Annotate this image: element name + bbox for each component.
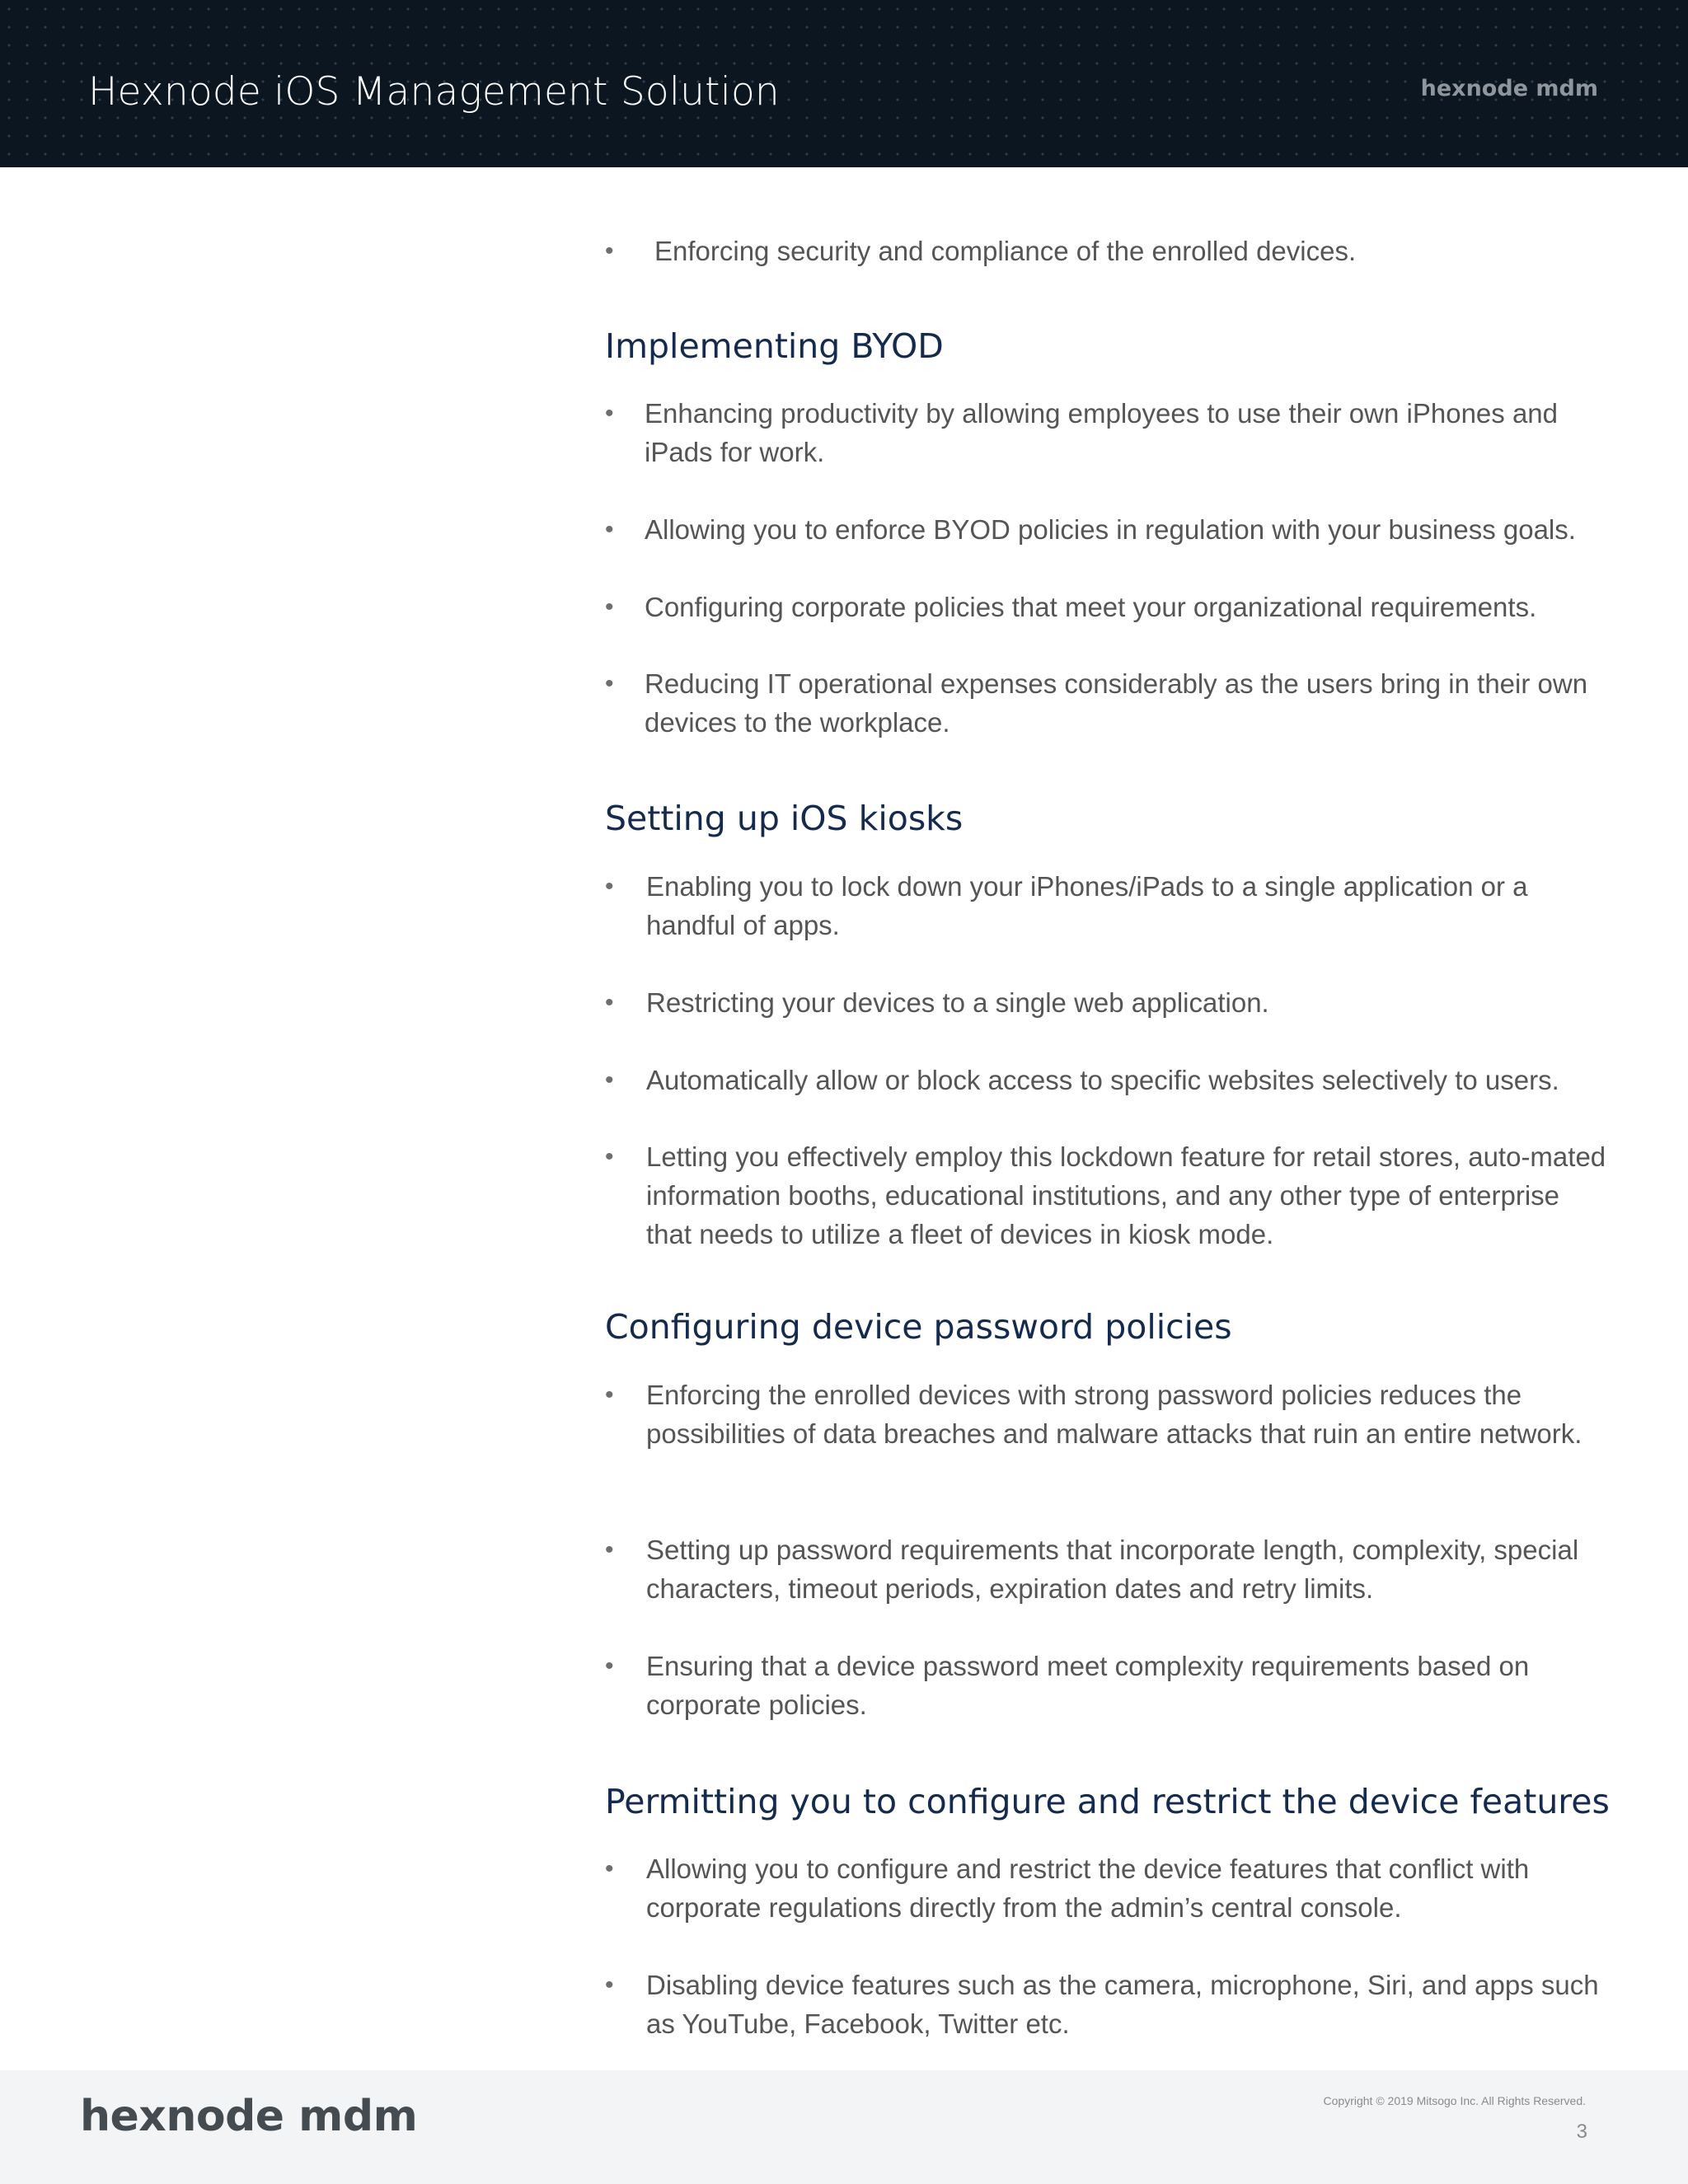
list-item-text: Enforcing security and compliance of the enrolled devices. <box>654 236 1357 266</box>
list-item-text: Reducing IT operational expenses considerably as the users bring in their own devices to the workplace. <box>645 668 1588 738</box>
bullet-icon: • <box>605 516 614 543</box>
page-number: 3 <box>1576 2121 1587 2143</box>
header-brand-logo: hexnode mdm <box>1420 76 1598 101</box>
list-item <box>605 588 1611 626</box>
page-header <box>0 0 1688 167</box>
list-item <box>605 394 1611 471</box>
list-item-text: Letting you effectively employ this lockdown feature for retail stores, auto-mated information booths, educational institutions, and any other type of enterprise that needs to utilize a fleet of devices in kiosk mode. <box>646 1141 1606 1249</box>
list-item <box>605 1137 1611 1254</box>
bullet-icon: • <box>605 1066 614 1094</box>
section-heading: Permitting you to configure and restrict the device features <box>605 1782 1610 1821</box>
list-item-text: Restricting your devices to a single web application. <box>646 987 1269 1018</box>
bullet-icon: • <box>605 400 614 427</box>
list-item <box>605 1849 1611 1927</box>
list-item-text: Enhancing productivity by allowing employees to use their own iPhones and iPads for work. <box>645 398 1558 467</box>
bullet-icon: • <box>605 1652 614 1680</box>
list-item-text: Setting up password requirements that incorporate length, complexity, special characters, timeout periods, expiration dates and retry limits. <box>646 1535 1579 1604</box>
list-item-text: Allowing you to enforce BYOD policies in regulation with your business goals. <box>645 514 1576 545</box>
list-item <box>605 1061 1611 1099</box>
list-item-text: Automatically allow or block access to specific websites selectively to users. <box>646 1065 1559 1095</box>
list-item <box>605 1647 1611 1724</box>
list-item-text: Ensuring that a device password meet complexity requirements based on corporate policies. <box>646 1651 1530 1720</box>
bullet-icon: • <box>605 670 614 697</box>
list-item-text: Enabling you to lock down your iPhones/iPads to a single application or a handful of apps. <box>646 871 1528 940</box>
bullet-icon: • <box>605 1381 614 1408</box>
bullet-icon: • <box>605 873 614 900</box>
footer-brand-logo: hexnode mdm <box>80 2092 418 2141</box>
section-heading: Setting up iOS kiosks <box>605 799 964 838</box>
list-item <box>605 232 1611 270</box>
bullet-icon: • <box>605 1855 614 1882</box>
list-item <box>605 510 1611 549</box>
list-item-text: Enforcing the enrolled devices with strong password policies reduces the possibilities of data breaches and malware attacks that ruin an entire network. <box>646 1380 1582 1449</box>
bullet-icon: • <box>605 989 614 1016</box>
section-heading: Implementing BYOD <box>605 326 944 366</box>
list-item <box>605 1530 1611 1608</box>
list-item <box>605 1966 1611 2043</box>
bullet-icon: • <box>605 593 614 621</box>
list-item <box>605 867 1611 944</box>
document-title: Hexnode iOS Management Solution <box>88 69 780 115</box>
bullet-icon: • <box>605 1536 614 1563</box>
list-item-text: Disabling device features such as the camera, microphone, Siri, and apps such as YouTube, Facebook, Twitter etc. <box>646 1970 1599 2039</box>
list-item-text: Configuring corporate policies that meet your organizational requirements. <box>645 592 1537 622</box>
list-item <box>605 983 1611 1022</box>
copyright-notice: Copyright © 2019 Mitsogo Inc. All Rights Reserved. <box>1323 2094 1586 2107</box>
list-item <box>605 1376 1611 1492</box>
list-item <box>605 664 1611 742</box>
bullet-icon: • <box>605 1971 614 1999</box>
list-item-text: Allowing you to configure and restrict the device features that conflict with corporate regulations directly from the admin’s central console. <box>646 1854 1530 1923</box>
bullet-icon: • <box>605 1143 614 1170</box>
section-heading: Configuring device password policies <box>605 1307 1232 1347</box>
bullet-icon: • <box>605 237 614 265</box>
